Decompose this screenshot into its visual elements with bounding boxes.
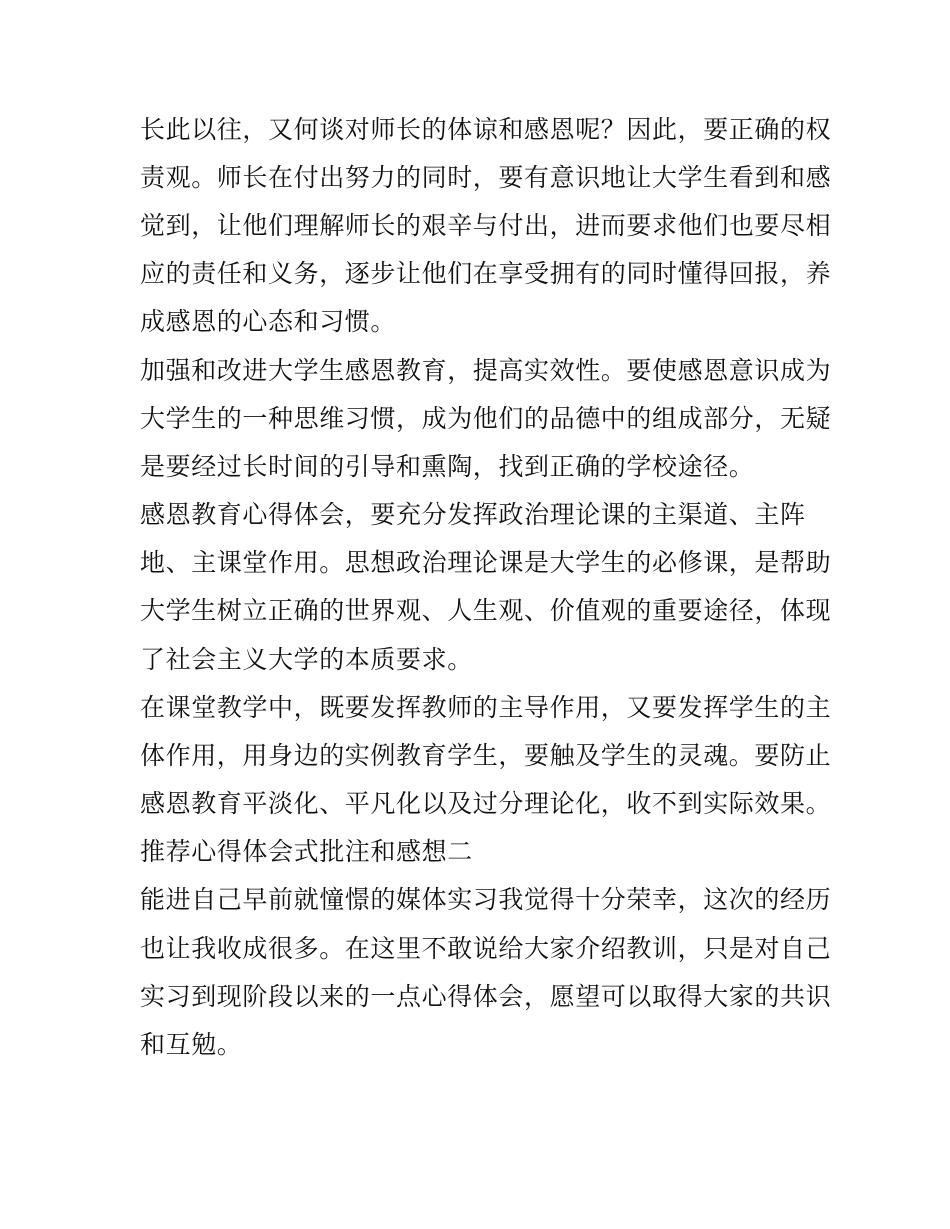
- text-line: 应的责任和义务，逐步让他们在享受拥有的同时懂得回报，养: [140, 259, 832, 288]
- text-line: 大学生的一种思维习惯，成为他们的品德中的组成部分，无疑: [140, 404, 832, 433]
- text-line: 也让我收成很多。在这里不敢说给大家介绍教训，只是对自己: [140, 934, 832, 963]
- text-line: 加强和改进大学生感恩教育，提高实效性。要使感恩意识成为: [140, 356, 832, 385]
- text-line: 感恩教育平淡化、平凡化以及过分理论化，收不到实际效果。: [140, 789, 832, 818]
- text-line: 实习到现阶段以来的一点心得体会，愿望可以取得大家的共识: [140, 982, 832, 1011]
- text-line: 地、主课堂作用。思想政治理论课是大学生的必修课，是帮助: [140, 548, 832, 577]
- text-line: 和互勉。: [140, 1030, 243, 1059]
- text-line: 在课堂教学中，既要发挥教师的主导作用，又要发挥学生的主: [140, 693, 832, 722]
- text-line: 感恩教育心得体会，要充分发挥政治理论课的主渠道、主阵: [140, 500, 806, 529]
- text-line: 是要经过长时间的引导和熏陶，找到正确的学校途径。: [140, 452, 755, 481]
- section-heading: 推荐心得体会式批注和感想二: [140, 837, 473, 866]
- text-line: 责观。师长在付出努力的同时，要有意识地让大学生看到和感: [140, 163, 832, 192]
- text-line: 能进自己早前就憧憬的媒体实习我觉得十分荣幸，这次的经历: [140, 885, 832, 914]
- text-line: 成感恩的心态和习惯。: [140, 307, 397, 336]
- text-line: 觉到，让他们理解师长的艰辛与付出，进而要求他们也要尽相: [140, 211, 832, 240]
- text-line: 大学生树立正确的世界观、人生观、价值观的重要途径，体现: [140, 596, 832, 625]
- text-line: 体作用，用身边的实例教育学生，要触及学生的灵魂。要防止: [140, 741, 832, 770]
- text-line: 了社会主义大学的本质要求。: [140, 645, 473, 674]
- text-line: 长此以往，又何谈对师长的体谅和感恩呢？因此，要正确的权: [140, 115, 832, 144]
